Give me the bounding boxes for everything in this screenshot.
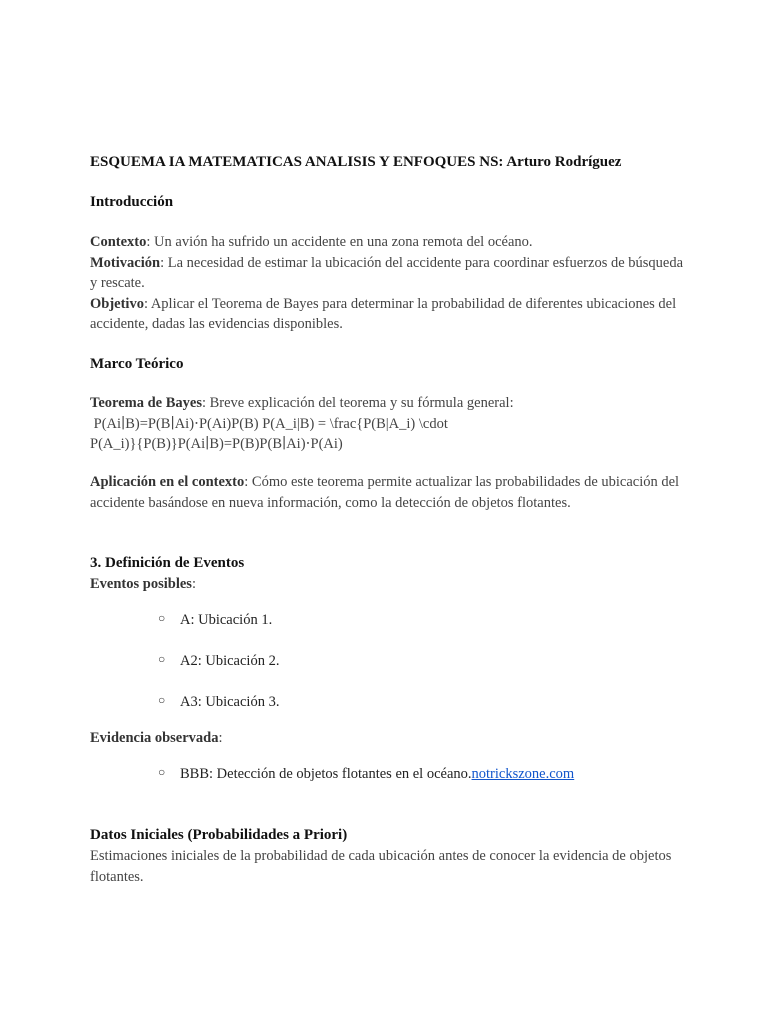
contexto-label: Contexto [90,234,147,250]
bayes-paragraph [90,393,690,455]
eventos-posibles-line [90,574,690,595]
formula-line-2: P(A_i)}{P(B)}P(Ai∣B)=P(B)P(B∣Ai)⋅P(Ai) [90,436,343,452]
formula-line-1: P(Ai∣B)=P(B∣Ai)⋅P(Ai)P(B) P(A_i|B) = \frac{P(B|A_i) \cdot [90,415,448,432]
objetivo-label: Objetivo [90,295,144,312]
evidencia-item [180,764,574,784]
document-title: ESQUEMA IA MATEMATICAS ANALISIS Y ENFOQUES NS: Arturo Rodríguez [90,154,622,170]
datos-heading: Datos Iniciales (Probabilidades a Priori) [90,827,348,843]
datos-paragraph: Estimaciones iniciales de la probabilidad de cada ubicación antes de conocer la evidencia de objetos flotantes. [90,848,672,885]
notrickszone-link[interactable]: notrickszone.com [471,766,575,782]
aplicacion-label: Aplicación en el contexto [90,474,245,490]
bullet-icon: ○ [158,693,166,707]
evidencia-item-text: BBB: Detección de objetos flotantes en el océano. [180,766,472,782]
evidencia-line [90,728,690,749]
bayes-text: : Breve explicación del teorema y su fórmula general: [201,395,514,411]
motivacion-text: : La necesidad de estimar la ubicación del accidente para coordinar esfuerzos de búsqueda y rescate. [90,254,684,291]
bullet-icon: ○ [158,611,166,625]
bullet-icon: ○ [158,652,166,666]
marco-heading: Marco Teórico [90,356,184,372]
motivacion-line [90,253,690,294]
bayes-line [90,393,690,414]
evidencia-label: Evidencia observada [90,730,219,746]
evento-item-3: A3: Ubicación 3. [180,694,280,710]
contexto-text: : Un avión ha sufrido un accidente en una zona remota del océano. [146,234,533,250]
eventos-posibles-label: Eventos posibles [90,576,192,592]
bullet-icon: ○ [158,765,166,779]
intro-paragraphs [90,232,690,335]
intro-heading: Introducción [90,194,174,210]
eventos-posibles-colon: : [191,576,196,592]
evento-item-2: A2: Ubicación 2. [180,653,280,669]
aplicacion-paragraph [90,472,690,513]
objetivo-text: : Aplicar el Teorema de Bayes para determinar la probabilidad de diferentes ubicaciones del accidente, dadas las evidencias disponibles. [90,295,677,332]
contexto-line [90,232,690,253]
bayes-label: Teorema de Bayes [90,395,202,411]
motivacion-label: Motivación [90,254,161,271]
objetivo-line [90,294,690,335]
evidencia-colon: : [218,730,223,746]
aplicacion-text: : Cómo este teorema permite actualizar las probabilidades de ubicación del accidente basándose en nueva información, como la detección de objetos flotantes. [90,474,680,511]
evento-item-1: A: Ubicación 1. [180,612,273,628]
eventos-heading: 3. Definición de Eventos [90,555,245,571]
